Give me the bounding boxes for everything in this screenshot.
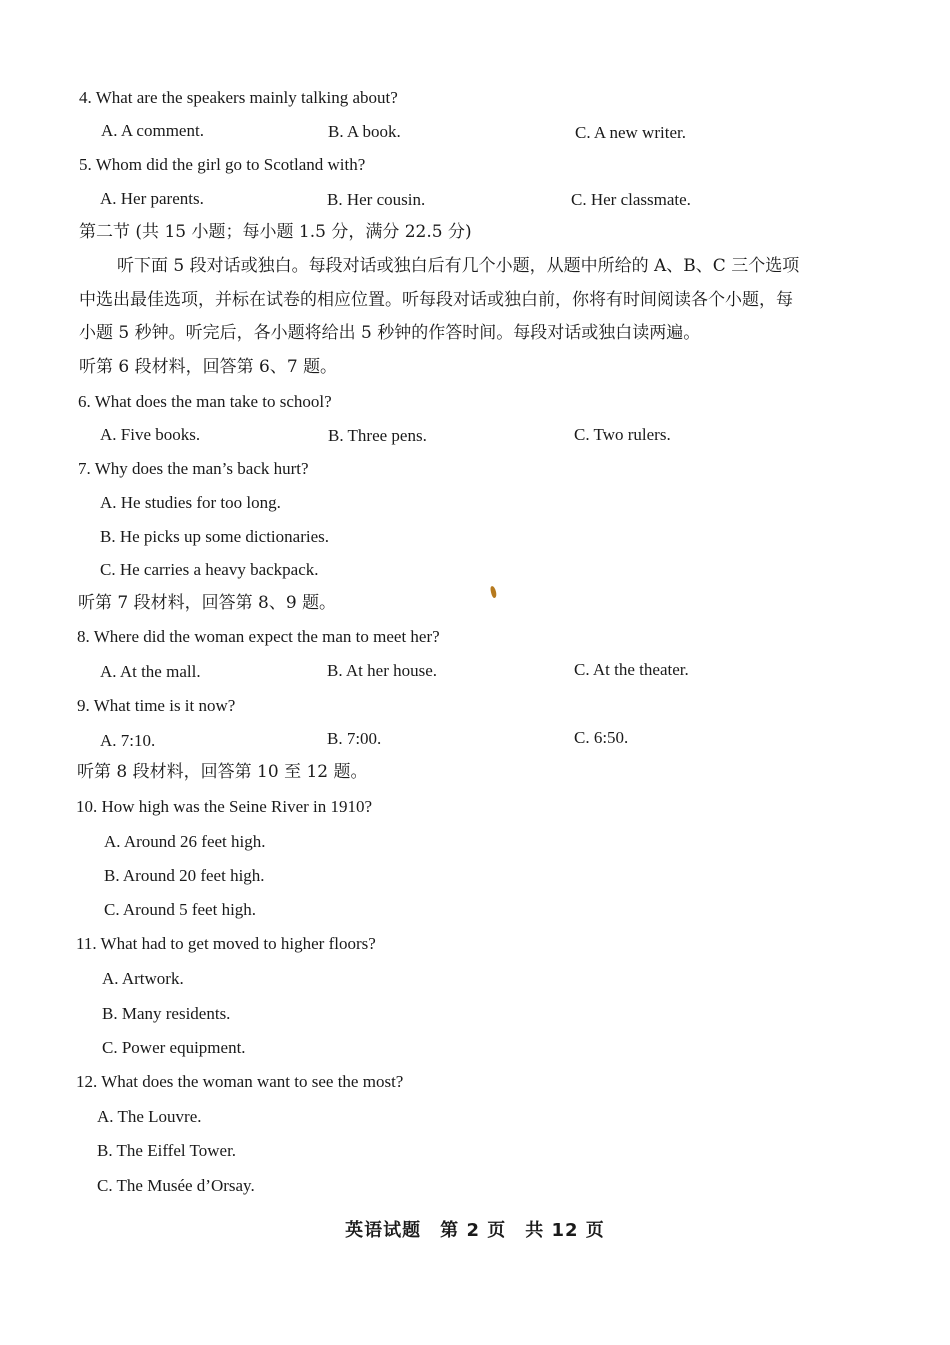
q6-option-a: A. Five books. <box>100 425 201 444</box>
material-8-heading: 听第 8 段材料，回答第 10 至 12 题。 <box>77 762 368 782</box>
q12-option-c: C. The Musée d’Orsay. <box>97 1176 255 1195</box>
q10-option-a: A. Around 26 feet high. <box>104 832 266 851</box>
q12-option-b: B. The Eiffel Tower. <box>97 1141 237 1160</box>
q8-option-b: B. At her house. <box>327 661 438 680</box>
ink-mark <box>490 586 497 599</box>
q11-option-a: A. Artwork. <box>102 969 184 988</box>
q11-stem: 11. What had to get moved to higher floors? <box>76 934 376 953</box>
q7-stem: 7. Why does the man’s back hurt? <box>78 459 309 478</box>
section2-title: 第二节 (共 15 小题；每小题 1.5 分，满分 22.5 分) <box>79 222 472 242</box>
q11-option-b: B. Many residents. <box>102 1004 231 1023</box>
q4-option-c: C. A new writer. <box>575 123 686 142</box>
q10-option-b: B. Around 20 feet high. <box>104 866 265 885</box>
page-footer: 英语试题 第 2 页 共 12 页 <box>345 1220 605 1241</box>
q9-option-b: B. 7:00. <box>327 729 382 748</box>
q5-option-a: A. Her parents. <box>100 189 204 208</box>
material-7-heading: 听第 7 段材料，回答第 8、9 题。 <box>78 593 337 613</box>
q9-option-a: A. 7:10. <box>100 731 156 750</box>
q8-option-c: C. At the theater. <box>574 660 689 679</box>
q4-option-a: A. A comment. <box>101 121 204 140</box>
q5-option-b: B. Her cousin. <box>327 190 426 209</box>
q11-option-c: C. Power equipment. <box>102 1038 246 1057</box>
q7-option-c: C. He carries a heavy backpack. <box>100 560 319 579</box>
q10-option-c: C. Around 5 feet high. <box>104 900 257 919</box>
q8-option-a: A. At the mall. <box>100 662 201 681</box>
q6-option-c: C. Two rulers. <box>574 425 671 444</box>
q9-option-c: C. 6:50. <box>574 728 629 747</box>
q7-option-a: A. He studies for too long. <box>100 493 281 512</box>
q4-option-b: B. A book. <box>328 122 401 141</box>
q5-stem: 5. Whom did the girl go to Scotland with? <box>79 155 366 174</box>
q12-stem: 12. What does the woman want to see the most? <box>76 1072 404 1091</box>
q5-option-c: C. Her classmate. <box>571 190 691 209</box>
section2-instructions-line3: 小题 5 秒钟。听完后，各小题将给出 5 秒钟的作答时间。每段对话或独白读两遍。 <box>79 323 701 343</box>
q8-stem: 8. Where did the woman expect the man to meet her? <box>77 627 440 646</box>
q12-option-a: A. The Louvre. <box>97 1107 202 1126</box>
q10-stem: 10. How high was the Seine River in 1910? <box>76 797 373 816</box>
q6-option-b: B. Three pens. <box>328 426 427 445</box>
q4-stem: 4. What are the speakers mainly talking about? <box>79 88 398 107</box>
q6-stem: 6. What does the man take to school? <box>78 392 332 411</box>
section2-instructions-line1: 听下面 5 段对话或独白。每段对话或独白后有几个小题，从题中所给的 A、B、C 三个选项 <box>117 256 800 276</box>
material-6-heading: 听第 6 段材料，回答第 6、7 题。 <box>79 357 338 377</box>
q7-option-b: B. He picks up some dictionaries. <box>100 527 329 546</box>
q9-stem: 9. What time is it now? <box>77 696 236 715</box>
section2-instructions-line2: 中选出最佳选项，并标在试卷的相应位置。听每段对话或独白前，你将有时间阅读各个小题，每 <box>79 290 793 310</box>
